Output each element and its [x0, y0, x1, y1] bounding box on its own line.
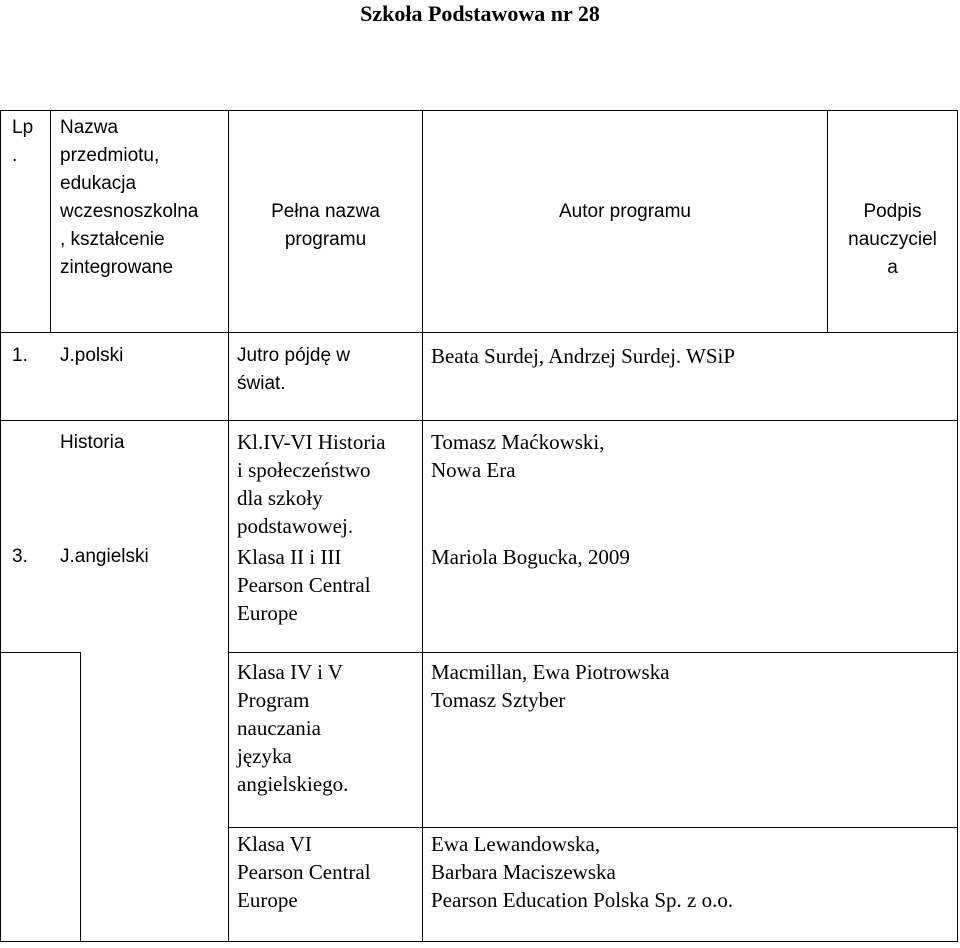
- row-angielski-author-1: Mariola Bogucka, 2009: [431, 545, 630, 569]
- header-author: Autor programu: [558, 201, 691, 222]
- row-polski-subject: J.polski: [60, 345, 124, 366]
- row-historia-author: Tomasz Maćkowski, Nowa Era: [431, 430, 605, 482]
- row-angielski-program-3: Klasa VI Pearson Central Europe: [237, 832, 371, 912]
- row-historia-subject: Historia: [60, 432, 125, 453]
- row-angielski-subject: J.angielski: [60, 546, 149, 567]
- row-historia-program: Kl.IV-VI Historia i społeczeństwo dla szkoły podstawowej.: [237, 430, 386, 538]
- row-angielski-program-2: Klasa IV i V Program nauczania języka angielskiego.: [237, 660, 349, 796]
- row-angielski-author-2: Macmillan, Ewa Piotrowska Tomasz Sztyber: [431, 660, 670, 712]
- row-polski-program: Jutro pójdę w świat.: [237, 345, 351, 394]
- header-subject: Nazwa przedmiotu, edukacja wczesnoszkolna , kształcenie zintegrowane: [60, 117, 199, 278]
- row-angielski-program-1: Klasa II i III Pearson Central Europe: [237, 545, 371, 625]
- row-polski-lp: 1.: [12, 345, 28, 366]
- row-polski-author: Beata Surdej, Andrzej Surdej. WSiP: [431, 344, 736, 368]
- row-angielski-author-3: Ewa Lewandowska, Barbara Maciszewska Pearson Education Polska Sp. z o.o.: [431, 832, 734, 912]
- header-signature: Podpis nauczyciel a: [848, 201, 937, 278]
- row-angielski-lp: 3.: [12, 546, 28, 567]
- header-lp: Lp .: [12, 117, 34, 166]
- page-title: Szkoła Podstawowa nr 28: [360, 1, 600, 26]
- header-fullname: Pełna nazwa programu: [271, 201, 380, 250]
